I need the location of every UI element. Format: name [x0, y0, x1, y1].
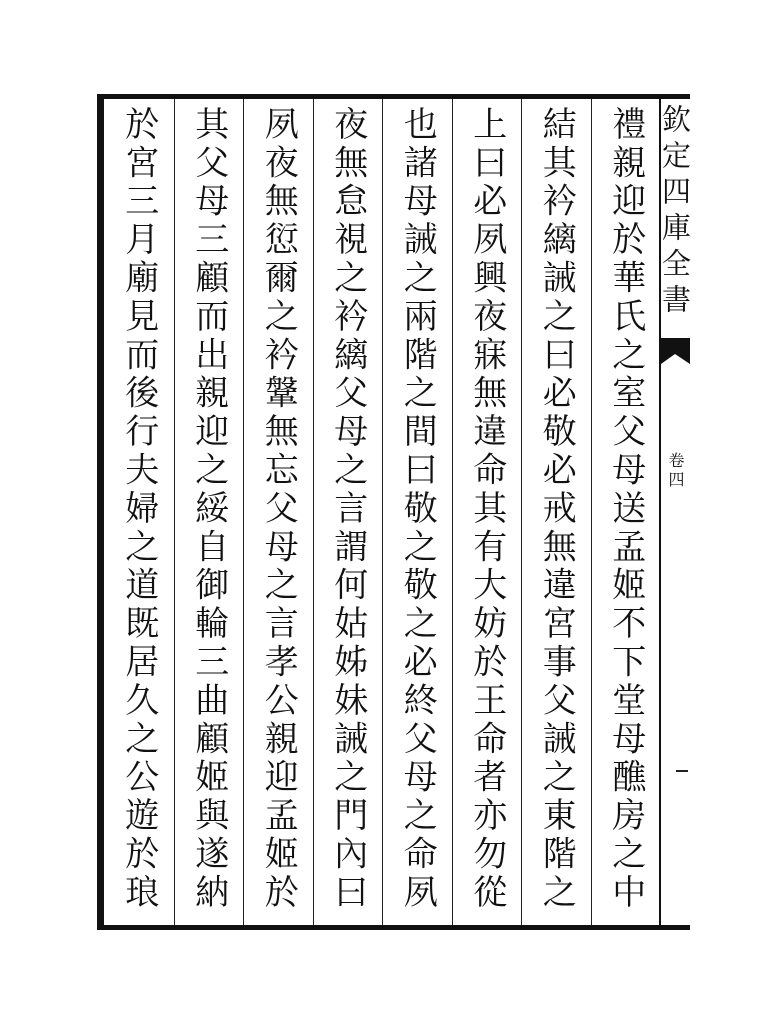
column-text: 夜無怠視之衿縭父母之言謂何姑姊妹誡之門內曰: [327, 106, 368, 913]
text-column: [591, 99, 661, 925]
column-text: 夙夜無愆爾之衿鞶無忘父母之言孝公親迎孟姬於: [258, 106, 299, 913]
text-column: [313, 99, 383, 925]
column-text: 於宮三月廟見而後行夫婦之道既居久之公遊於琅: [118, 106, 159, 913]
text-column: [174, 99, 244, 925]
text-column: [382, 99, 452, 925]
text-columns: [104, 99, 660, 925]
text-column: [521, 99, 591, 925]
column-text: 也諸母誡之兩階之間曰敬之敬之必終父母之命夙: [397, 106, 438, 913]
fishtail-mark-icon: [661, 338, 690, 364]
column-text: 禮親迎於華氏之室父母送孟姬不下堂母醮房之中: [605, 106, 646, 913]
text-column: [452, 99, 522, 925]
column-text: 其父母三顧而出親迎之綏自御輪三曲顧姬與遂納: [188, 106, 229, 913]
text-column: [104, 99, 174, 925]
column-text: 上曰必夙興夜寐無違命其有大妨於王命者亦勿從: [466, 106, 507, 913]
text-column: [243, 99, 313, 925]
column-text: 結其衿縭誡之曰必敬必戒無違宮事父誡之東階之: [536, 106, 577, 913]
edge-mark: [676, 770, 688, 772]
margin-volume-label: 卷四: [666, 452, 685, 490]
margin-book-title: 欽定四庫全書: [658, 104, 692, 320]
